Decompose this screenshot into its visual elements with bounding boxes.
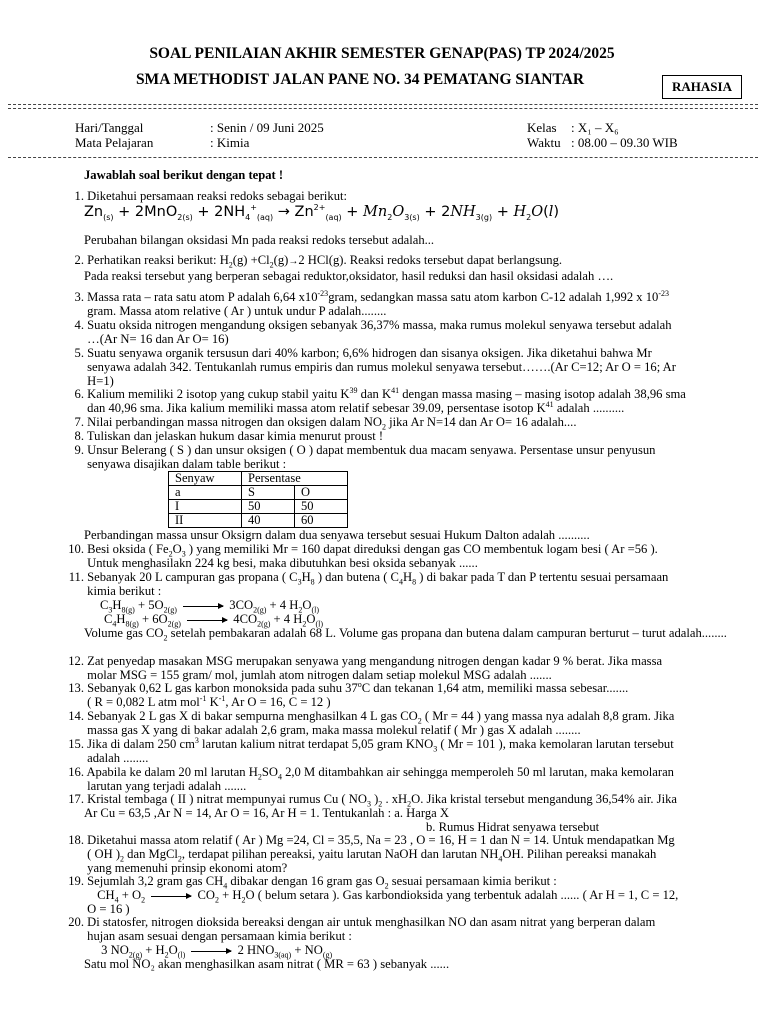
time-label: Waktu (527, 135, 561, 150)
class-label: Kelas (527, 120, 557, 135)
divider-mid (8, 157, 758, 158)
question-4: 4. Suatu oksida nitrogen mengandung oksigen sebanyak 36,37% massa, maka rumus molekul senyawa tersebut adalah …(Ar N= 16 dan Ar O= 16) (74, 318, 672, 346)
day-date-value: : Senin / 09 Juni 2025 (210, 120, 324, 135)
reaction-propane: $C_3H_{8(g)} + 5O_{2(g)}$ $3CO_{2(g)} + 4$ $H_2O_{(l)}$ (100, 598, 320, 615)
question-18: 18. Diketahui massa atom relatif ( Ar ) Mg =24, Cl = 35,5, Na = 23 , O = 16, H = 1 dan N = 14. Untuk mendapatkan Mg ( OH )$_2$ dan MgCl$_2$, terdapat pilihan pereaksi, yaitu larutan NaOH dan larutan $NH_4OH$. Pilihan pereaksi manakah yang memenuhi prinsip ekonomi atom? (68, 833, 675, 875)
table-header-o: O (295, 486, 348, 500)
redox-equation: $Zn_{(s)} + 2MnO_{2(s)} + 2NH_4^+_{(aq)} \to Zn^{2+}_{(aq)} + Mn_2O_{3(s)} + 2NH_{3(g)} + H_2O(l)$ (84, 203, 560, 222)
table-cell: 60 (295, 514, 348, 528)
table-cell: 40 (242, 514, 295, 528)
question-17-b: b. Rumus Hidrat senyawa tersebut (426, 820, 600, 834)
table-header-compound: Senyaw (169, 472, 242, 486)
question-9-ask: Perbandingan massa unsur Oksigrn dalam dua senyawa tersebut sesuai Hukum Dalton adalah .......... (84, 528, 590, 542)
table-header-s: S (242, 486, 295, 500)
question-12: 12. Zat penyedap masakan MSG merupakan senyawa yang mengandung nitrogen dengan kadar 9 % berat. Jika massa molar MSG = 155 gram/ mol, jumlah atom nitrogen dalam setiap molekul MSG adalah ....... (68, 654, 663, 682)
question-19: 19. Sejumlah 3,2 gram gas $CH_4$ dibakar dengan 16 gram gas $O_2$ sesuai persamaan kimia berikut : $CH_4 + O_2$ $CO_2 + H_2O$ ( belum setara ). Gas karbondioksida yang terbentuk adalah ...... ( Ar H = 1, C = 12, O = 16 ) (68, 874, 679, 916)
question-8: 8. Tuliskan dan jelaskan hukum dasar kimia menurut proust ! (74, 429, 384, 443)
question-13: 13. Sebanyak 0,62 L gas karbon monoksida pada suhu 37$^o$C dan tekanan 1,64 atm, memiliki massa sebesar....... ( R = 0,082 L atm mol$^{-1}$ $K^{-1}$, Ar O = 16, C = 12 ) (68, 679, 629, 709)
day-date-label: Hari/Tanggal (75, 120, 144, 135)
table-cell: I (169, 500, 242, 514)
table-row (169, 500, 348, 514)
question-7: 7. Nilai perbandingan massa nitrogen dan oksigen dalam $NO_2$ jika Ar N=14 dan Ar O= 16 adalah.... (74, 415, 577, 432)
table-cell: 50 (242, 500, 295, 514)
question-3: 3. Massa rata – rata satu atom P adalah 6,64 $x10^{-23}gram$, sedangkan massa satu atom karbon C-12 adalah 1,992 x $10^{-23}$ gram. Massa atom relative ( Ar ) untuk undur P adalah........ (74, 288, 670, 318)
divider-top (8, 104, 758, 105)
school-name: SMA METHODIST JALAN PANE NO. 34 PEMATANG SIANTAR (135, 71, 585, 88)
subject-label: Mata Pelajaran (75, 135, 154, 150)
question-11: 11. Sebanyak 20 L campuran gas propana ( $C_3H_8$ ) dan butena ( $C_4H_8$ ) di bakar pada T dan P tertentu sesuai persamaan kimia berikut : (68, 570, 669, 598)
composition-table (168, 471, 348, 528)
question-17: 17. Kristal tembaga ( II ) nitrat mempunyai rumus Cu ( $NO_3$ )$_2$ . $xH_2O$. Jika kristal tersebut mengandung 36,54% air. Jika (68, 792, 677, 809)
exam-title: SOAL PENILAIAN AKHIR SEMESTER GENAP(PAS) TP 2024/2025 (149, 45, 615, 62)
question-20: 20. Di statosfer, nitrogen dioksida bereaksi dengan air untuk menghasilkan NO dan asam nitrat yang berperan dalam hujan asam sesuai dengan persamaan kimia berikut : 3 $NO_{2(g)} + H_2O_{(l)}$ 2 $HNO_{3(aq)} + NO_{(g)}$ (68, 915, 656, 960)
table-header-percent: Persentase (242, 472, 348, 486)
table-cell: 50 (295, 500, 348, 514)
class-value: : X₁ – X₆ (571, 120, 619, 135)
confidential-stamp: RAHASIA (662, 75, 742, 99)
question-16: 16. Apabila ke dalam 20 ml larutan $H_2SO_4$ 2,0 M ditambahkan air sehingga memperoleh 50 ml larutan, maka kemolaran larutan yang terjadi adalah ....... (68, 765, 674, 793)
question-1: 1. Diketahui persamaan reaksi redoks sebagai berikut: (74, 189, 347, 203)
question-15: 15. Jika di dalam 250 $cm^3$ larutan kalium nitrat terdapat 5,05 gram $KNO_3$ ( Mr = 101 ), maka kemolaran larutan tersebut adalah ........ (68, 735, 674, 765)
question-17-a: Ar Cu = 63,5 ,Ar N = 14, Ar O = 16, Ar H = 1. Tentukanlah : a. Harga X (84, 806, 449, 820)
divider-top-2 (8, 108, 758, 109)
table-header-compound-b: a (169, 486, 242, 500)
question-5: 5. Suatu senyawa organik tersusun dari 40% karbon; 6,6% hidrogen dan sisanya oksigen. Jika diketahui bahwa Mr senyawa adalah 342. Tentukanlah rumus empiris dan rumus molekul senyawa tersebut…….(Ar C=12; Ar O = 16; Ar H=1) (74, 346, 676, 388)
table-row (169, 514, 348, 528)
question-9: 9. Unsur Belerang ( S ) dan unsur oksigen ( O ) dapat membentuk dua macam senyawa. Persentase unsur penyusun senyawa disajikan dalam table berikut : (74, 443, 656, 471)
reaction-butene: $C_4H_{8(g)} + 6O_{2(g)}$ $4CO_{2(g)} + 4$ $H_2O_{(l)}$ (104, 612, 324, 629)
question-2: 2. Perhatikan reaksi berikut: $H_2(g) +Cl_2(g)\to 2$ HCl(g). Reaksi redoks tersebut dapat berlangsung. Pada reaksi tersebut yang berperan sebagai reduktor,oksidator, hasil reduksi dan hasil oksidasi adalah …. (62, 253, 614, 283)
table-cell: II (169, 514, 242, 528)
time-value: : 08.00 – 09.30 WIB (571, 135, 678, 150)
question-14: 14. Sebanyak 2 L gas X di bakar sempurna menghasilkan 4 L gas $CO_2$ ( Mr = 44 ) yang massa nya adalah 8,8 gram. Jika massa gas X yang di bakar adalah 2,6 gram, maka massa molekul relatif ( Mr ) gas X adalah ........ (68, 709, 675, 737)
question-1-ask: Perubahan bilangan oksidasi Mn pada reaksi redoks tersebut adalah... (84, 233, 435, 247)
question-10: 10. Besi oksida ( $Fe_2O_3$ ) yang memiliki Mr = 160 dapat direduksi dengan gas CO membentuk logam besi ( Ar =56 ). Untuk menghasilakn 224 kg besi, maka dibutuhkan besi oksida sebanyak ...... (68, 542, 658, 570)
question-11-ask: Volume gas $CO_2$ setelah pembakaran adalah 68 L. Volume gas propana dan butena dalam campuran berturut – turut adalah........ (84, 626, 727, 643)
question-20-ask: Satu mol NO₂ akan menghasilkan asam nitrat ( MR = 63 ) sebanyak ...... (84, 957, 450, 971)
instruction: Jawablah soal berikut dengan tepat ! (84, 168, 284, 182)
question-6: 6. Kalium memiliki 2 isotop yang cukup stabil yaitu $K^{39}$ dan $K^{41}$ dengan massa masing – masing isotop adalah 38,96 sma dan 40,96 sma. Jika kalium memiliki massa atom relatif sebesar 39.09, persentase isotop $K^{41}$ adalah .......... (74, 385, 686, 415)
subject-value: : Kimia (210, 135, 250, 150)
